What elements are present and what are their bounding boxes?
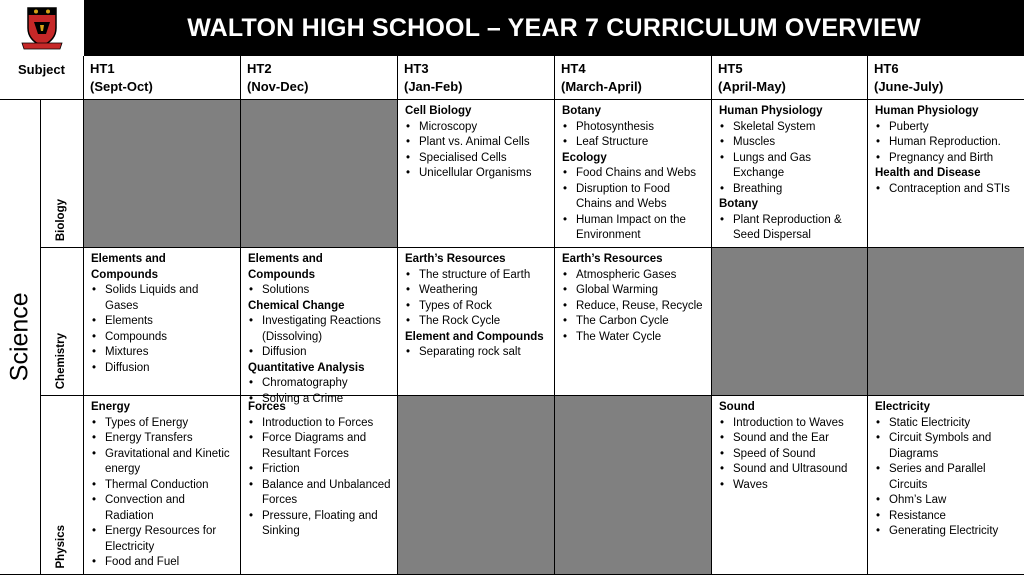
topic-heading: Botany xyxy=(719,198,758,210)
list-item: • Energy Transfers xyxy=(91,431,234,447)
list-item: • Weathering xyxy=(405,283,548,299)
list-item: • Sound and the Ear xyxy=(719,431,861,447)
topic-heading: Elements and Compounds xyxy=(248,253,323,281)
empty-cell-chemistry-ht6 xyxy=(868,248,1024,396)
topic-list xyxy=(405,120,548,182)
subject-science-label: Science xyxy=(0,100,41,575)
term-header-ht2: HT2 (Nov-Dec) xyxy=(241,56,398,100)
topic-list xyxy=(91,416,234,571)
list-item: • Mixtures xyxy=(91,345,234,361)
subject-header: Subject xyxy=(0,56,84,100)
list-item: • Introduction to Waves xyxy=(719,416,861,432)
list-item: • Plant Reproduction & Seed Dispersal xyxy=(719,213,861,244)
topic-list xyxy=(91,283,234,376)
topic-heading: Earth’s Resources xyxy=(562,253,663,265)
list-item: • Force Diagrams and Resultant Forces xyxy=(248,431,391,462)
topic-list xyxy=(875,182,1018,198)
cell-physics-ht6 xyxy=(868,396,1024,575)
list-item: • Chromatography xyxy=(248,376,391,392)
list-item: • Types of Rock xyxy=(405,299,548,315)
row-label-chemistry: Chemistry xyxy=(41,248,84,396)
term-header-ht4: HT4 (March-April) xyxy=(555,56,712,100)
list-item: • Solving a Crime xyxy=(248,392,391,408)
list-item: • Balance and Unbalanced Forces xyxy=(248,478,391,509)
topic-heading: Energy xyxy=(91,401,130,413)
list-item: • Convection and Radiation xyxy=(91,493,234,524)
cell-physics-ht2 xyxy=(241,396,398,575)
topic-heading: Quantitative Analysis xyxy=(248,361,365,374)
topic-heading: Cell Biology xyxy=(405,105,472,117)
topic-list xyxy=(719,213,861,244)
list-item: • Plant vs. Animal Cells xyxy=(405,135,548,151)
list-item: • Series and Parallel Circuits xyxy=(875,462,1018,493)
topic-heading: Ecology xyxy=(562,151,607,164)
term-header-ht1: HT1 (Sept-Oct) xyxy=(84,56,241,100)
list-item: • Solids Liquids and Gases xyxy=(91,283,234,314)
topic-list xyxy=(719,416,861,494)
list-item: • Energy Resources for Electricity xyxy=(91,524,234,555)
row-label-biology: Biology xyxy=(41,100,84,248)
cell-chemistry-ht4 xyxy=(555,248,712,396)
topic-list xyxy=(562,268,705,346)
school-logo xyxy=(0,0,84,56)
list-item: • Global Warming xyxy=(562,283,705,299)
topic-heading: Botany xyxy=(562,105,601,117)
empty-cell-physics-ht3 xyxy=(398,396,555,575)
list-item: • Unicellular Organisms xyxy=(405,166,548,182)
list-item: • Investigating Reactions (Dissolving) xyxy=(248,314,391,345)
topic-heading: Element and Compounds xyxy=(405,330,544,343)
list-item: • The structure of Earth xyxy=(405,268,548,284)
list-item: • Gravitational and Kinetic energy xyxy=(91,447,234,478)
cell-biology-ht4 xyxy=(555,100,712,248)
term-header-ht5: HT5 (April-May) xyxy=(712,56,868,100)
list-item: • Generating Electricity xyxy=(875,524,1018,540)
list-item: • Microscopy xyxy=(405,120,548,136)
list-item: • Food Chains and Webs xyxy=(562,166,705,182)
list-item: • Sound and Ultrasound xyxy=(719,462,861,478)
list-item: • Diffusion xyxy=(91,361,234,377)
empty-cell-biology-ht1 xyxy=(84,100,241,248)
topic-heading: Chemical Change xyxy=(248,299,345,312)
list-item: • Types of Energy xyxy=(91,416,234,432)
empty-cell-physics-ht4 xyxy=(555,396,712,575)
list-item: • Solutions xyxy=(248,283,391,299)
list-item: • Elements xyxy=(91,314,234,330)
list-item: • Pregnancy and Birth xyxy=(875,151,1018,167)
list-item: • Specialised Cells xyxy=(405,151,548,167)
topic-heading: Health and Disease xyxy=(875,167,981,179)
list-item: • Breathing xyxy=(719,182,861,198)
list-item: • Ohm’s Law xyxy=(875,493,1018,509)
list-item: • Compounds xyxy=(91,330,234,346)
cell-biology-ht6 xyxy=(868,100,1024,248)
topic-list xyxy=(719,120,861,198)
topic-list xyxy=(248,376,391,407)
topic-heading: Elements and Compounds xyxy=(91,253,166,281)
list-item: • Muscles xyxy=(719,135,861,151)
list-item: • Introduction to Forces xyxy=(248,416,391,432)
cell-physics-ht5 xyxy=(712,396,868,575)
term-header-ht6: HT6 (June-July) xyxy=(868,56,1024,100)
topic-heading: Earth’s Resources xyxy=(405,253,506,265)
topic-heading: Human Physiology xyxy=(719,105,823,117)
topic-heading: Sound xyxy=(719,401,755,413)
list-item: • Diffusion xyxy=(248,345,391,361)
list-item: • Food and Fuel xyxy=(91,555,234,571)
topic-heading: Human Physiology xyxy=(875,105,979,117)
list-item: • The Water Cycle xyxy=(562,330,705,346)
topic-list xyxy=(405,268,548,330)
empty-cell-chemistry-ht5 xyxy=(712,248,868,396)
list-item: • Human Reproduction. xyxy=(875,135,1018,151)
topic-list xyxy=(875,120,1018,167)
topic-heading: Forces xyxy=(248,401,286,413)
school-crest-icon xyxy=(0,0,84,56)
row-label-physics: Physics xyxy=(41,396,84,575)
list-item: • Circuit Symbols and Diagrams xyxy=(875,431,1018,462)
cell-chemistry-ht3 xyxy=(398,248,555,396)
cell-physics-ht1 xyxy=(84,396,241,575)
list-item: • Lungs and Gas Exchange xyxy=(719,151,861,182)
cell-biology-ht3 xyxy=(398,100,555,248)
term-header-ht3: HT3 (Jan-Feb) xyxy=(398,56,555,100)
topic-heading: Electricity xyxy=(875,401,930,413)
list-item: • Skeletal System xyxy=(719,120,861,136)
list-item: • Leaf Structure xyxy=(562,135,705,151)
topic-list xyxy=(248,416,391,540)
list-item: • The Rock Cycle xyxy=(405,314,548,330)
cell-biology-ht5 xyxy=(712,100,868,248)
topic-list xyxy=(875,416,1018,540)
page-title: WALTON HIGH SCHOOL – YEAR 7 CURRICULUM OVERVIEW xyxy=(84,0,1024,56)
cell-chemistry-ht1 xyxy=(84,248,241,396)
list-item: • Disruption to Food Chains and Webs xyxy=(562,182,705,213)
list-item: • Photosynthesis xyxy=(562,120,705,136)
list-item: • Separating rock salt xyxy=(405,345,548,361)
curriculum-table xyxy=(0,56,1024,575)
cell-chemistry-ht2 xyxy=(241,248,398,405)
topic-list xyxy=(248,283,391,299)
topic-list xyxy=(405,345,548,361)
list-item: • The Carbon Cycle xyxy=(562,314,705,330)
list-item: • Pressure, Floating and Sinking xyxy=(248,509,391,540)
empty-cell-biology-ht2 xyxy=(241,100,398,248)
list-item: • Resistance xyxy=(875,509,1018,525)
list-item: • Friction xyxy=(248,462,391,478)
list-item: • Static Electricity xyxy=(875,416,1018,432)
topic-list xyxy=(562,166,705,244)
list-item: • Waves xyxy=(719,478,861,494)
list-item: • Thermal Conduction xyxy=(91,478,234,494)
list-item: • Speed of Sound xyxy=(719,447,861,463)
list-item: • Reduce, Reuse, Recycle xyxy=(562,299,705,315)
list-item: • Puberty xyxy=(875,120,1018,136)
list-item: • Human Impact on the Environment xyxy=(562,213,705,244)
list-item: • Contraception and STIs xyxy=(875,182,1018,198)
list-item: • Atmospheric Gases xyxy=(562,268,705,284)
topic-list xyxy=(248,314,391,361)
topic-list xyxy=(562,120,705,151)
